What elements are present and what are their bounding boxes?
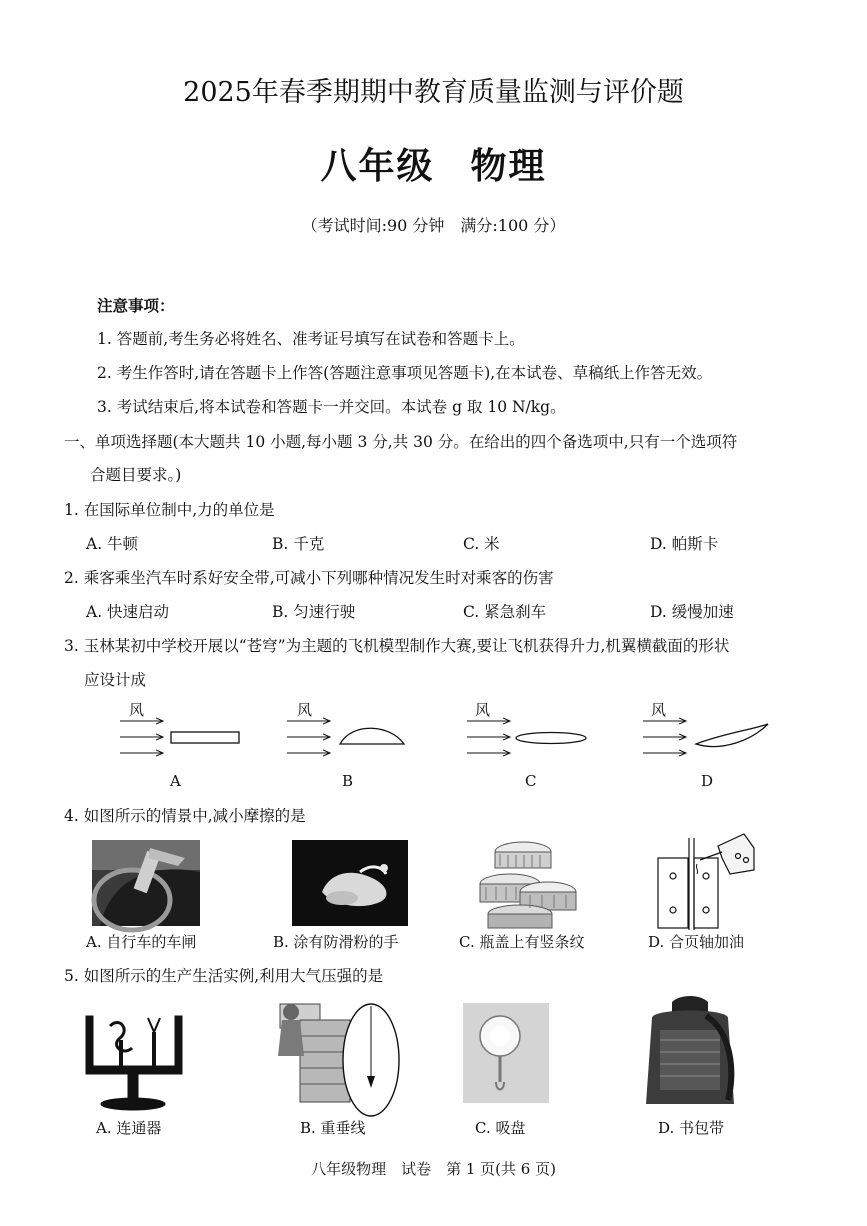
plumb-line-image [278, 1004, 399, 1116]
q4-caption-b: B. 涂有防滑粉的手 [273, 933, 399, 951]
q2-option-b: B. 匀速行驶 [272, 603, 356, 621]
suction-cup-image [463, 1003, 549, 1103]
wind-label-a: 风 [129, 701, 145, 719]
question-4-stem: 4. 如图所示的情景中,减小摩擦的是 [64, 807, 306, 825]
q5-caption-a: A. 连通器 [96, 1119, 162, 1137]
exam-title: 2025年春季期期中教育质量监测与评价题 [183, 77, 684, 108]
q2-option-d: D. 缓慢加速 [650, 603, 734, 621]
question-3-stem: 3. 玉林某初中学校开展以“苍穹”为主题的飞机模型制作大赛,要让飞机获得升力,机翼横截面的形状 [64, 637, 730, 655]
figure-label-b: B [342, 772, 354, 790]
figure-label-c: C [525, 772, 537, 790]
note-item-1: 1. 答题前,考生务必将姓名、准考证号填写在试卷和答题卡上。 [97, 330, 525, 348]
q2-option-c: C. 紧急刹车 [463, 603, 547, 621]
page-footer: 八年级物理 试卷 第 1 页(共 6 页) [311, 1160, 556, 1178]
q5-caption-d: D. 书包带 [658, 1119, 725, 1137]
question-2-stem: 2. 乘客乘坐汽车时系好安全带,可减小下列哪种情况发生时对乘客的伤害 [64, 569, 554, 587]
notes-heading: 注意事项： [97, 296, 175, 315]
figure-label-d: D [701, 772, 714, 790]
question-3-stem-cont: 应设计成 [84, 671, 147, 689]
subject-label: 物理 [470, 145, 547, 187]
backpack-image [646, 996, 734, 1104]
wind-label-b: 风 [297, 701, 313, 719]
q4-caption-d: D. 合页轴加油 [648, 933, 745, 951]
time-info: （考试时间:90 分钟 满分:100 分） [301, 216, 566, 235]
note-item-2: 2. 考生作答时,请在答题卡上作答(答题注意事项见答题卡),在本试卷、草稿纸上作答无效。 [97, 364, 713, 382]
question-5-stem: 5. 如图所示的生产生活实例,利用大气压强的是 [64, 967, 384, 985]
question-1-stem: 1. 在国际单位制中,力的单位是 [64, 501, 275, 519]
q1-option-b: B. 千克 [272, 535, 325, 553]
q1-option-d: D. 帕斯卡 [650, 535, 719, 553]
section-heading: 一、单项选择题(本大题共 10 小题,每小题 3 分,共 30 分。在给出的四个备选项中,只有一个选项符 [64, 433, 738, 451]
q4-caption-a: A. 自行车的车闸 [86, 933, 197, 951]
connected-vessels-image [86, 1016, 182, 1110]
q1-option-a: A. 牛顿 [86, 535, 139, 553]
q5-caption-c: C. 吸盘 [475, 1119, 526, 1137]
q1-option-c: C. 米 [463, 535, 500, 553]
wind-label-d: 风 [651, 701, 667, 719]
q2-option-a: A. 快速启动 [86, 603, 170, 621]
wind-label-c: 风 [475, 701, 491, 719]
section-heading-cont: 合题目要求。) [90, 466, 182, 484]
figure-label-a: A [170, 772, 181, 790]
grade-label: 八年级 [320, 145, 435, 187]
q5-caption-b: B. 重垂线 [300, 1119, 366, 1137]
q4-caption-c: C. 瓶盖上有竖条纹 [459, 933, 585, 951]
note-item-3: 3. 考试结束后,将本试卷和答题卡一并交回。本试卷 g 取 10 N/kg。 [97, 398, 566, 416]
